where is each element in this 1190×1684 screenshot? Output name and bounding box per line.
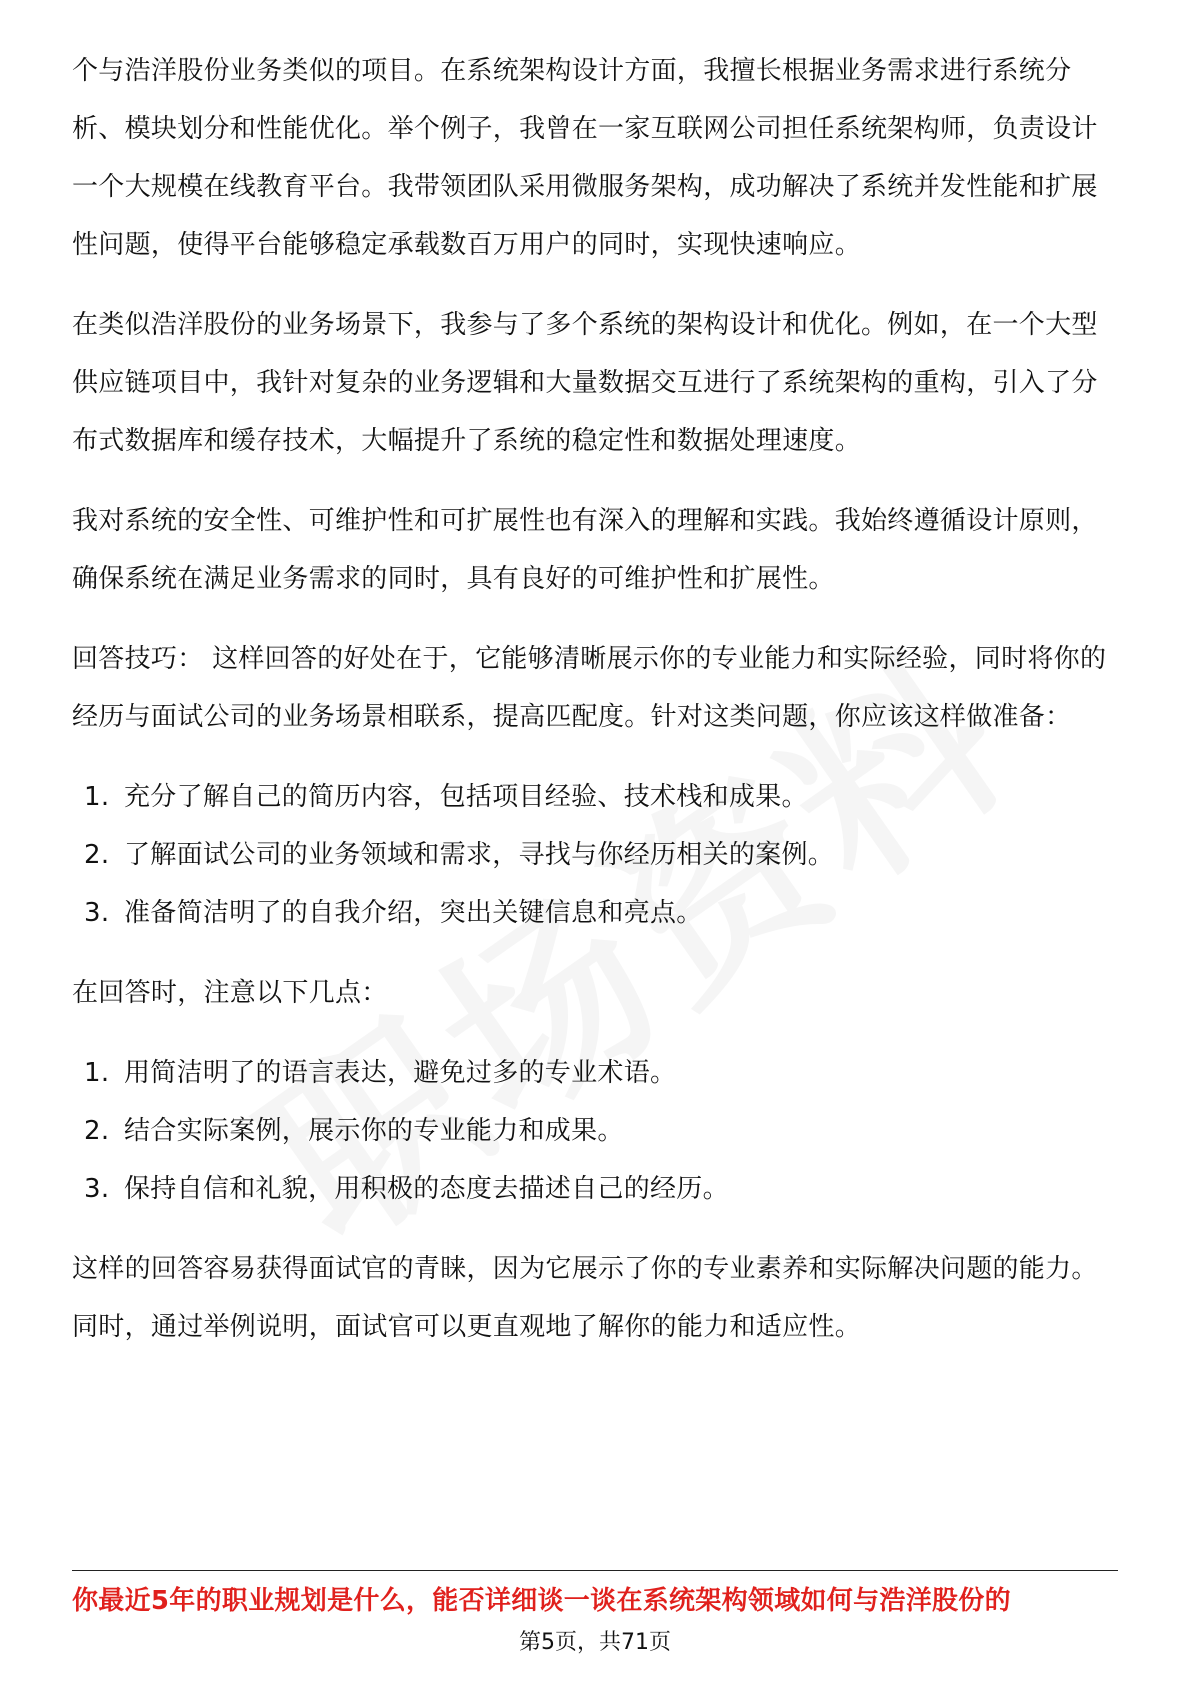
page-number: 第5页，共71页 [519,1630,671,1655]
list-number: 1. [84,1058,110,1088]
list-text: 准备简洁明了的自我介绍，突出关键信息和亮点。 [124,898,703,928]
list-item [72,1044,1118,1102]
paragraph-notes-intro: 在回答时，注意以下几点： [72,978,388,1008]
list-number: 3. [84,1174,110,1204]
list-item [72,768,1118,826]
list-number: 1. [84,782,110,812]
list-text: 结合实际案例，展示你的专业能力和成果。 [124,1116,624,1146]
paragraph-answer-tips: 回答技巧： 这样回答的好处在于，它能够清晰展示你的专业能力和实际经验，同时将你的经历与面试公司的业务场景相联系，提高匹配度。针对这类问题，你应该这样做准备： [72,644,1107,732]
list-item [72,826,1118,884]
list-text: 保持自信和礼貌，用积极的态度去描述自己的经历。 [124,1174,729,1204]
list-number: 2. [84,1116,110,1146]
list-number: 3. [84,898,110,928]
paragraph-maintainability: 我对系统的安全性、可维护性和可扩展性也有深入的理解和实践。我始终遵循设计原则，确保系统在满足业务需求的同时，具有良好的可维护性和扩展性。 [72,506,1098,594]
paragraph-closing: 这样的回答容易获得面试官的青睐，因为它展示了你的专业素养和实际解决问题的能力。同时，通过举例说明，面试官可以更直观地了解你的能力和适应性。 [72,1254,1098,1342]
paragraph-similar-scenario: 在类似浩洋股份的业务场景下，我参与了多个系统的架构设计和优化。例如，在一个大型供应链项目中，我针对复杂的业务逻辑和大量数据交互进行了系统架构的重构，引入了分布式数据库和缓存技术，大幅提升了系统的稳定性和数据处理速度。 [72,310,1098,456]
list-item [72,1160,1118,1218]
list-number: 2. [84,840,110,870]
main-content [72,42,1118,1378]
paragraph-project-experience: 个与浩洋股份业务类似的项目。在系统架构设计方面，我擅长根据业务需求进行系统分析、模块划分和性能优化。举个例子，我曾在一家互联网公司担任系统架构师，负责设计一个大规模在线教育平台。我带领团队采用微服务架构，成功解决了系统并发性能和扩展性问题，使得平台能够稳定承载数百万用户的同时，实现快速响应。 [72,56,1098,260]
list-text: 了解面试公司的业务领域和需求，寻找与你经历相关的案例。 [124,840,835,870]
list-text: 用简洁明了的语言表达，避免过多的专业术语。 [124,1058,677,1088]
list-item [72,1102,1118,1160]
notes-list [72,1044,1118,1218]
preparation-list [72,768,1118,942]
list-item [72,884,1118,942]
section-divider [72,1570,1118,1571]
next-question-heading: 你最近5年的职业规划是什么，能否详细谈一谈在系统架构领域如何与浩洋股份的 [72,1586,1011,1616]
list-text: 充分了解自己的简历内容，包括项目经验、技术栈和成果。 [124,782,808,812]
